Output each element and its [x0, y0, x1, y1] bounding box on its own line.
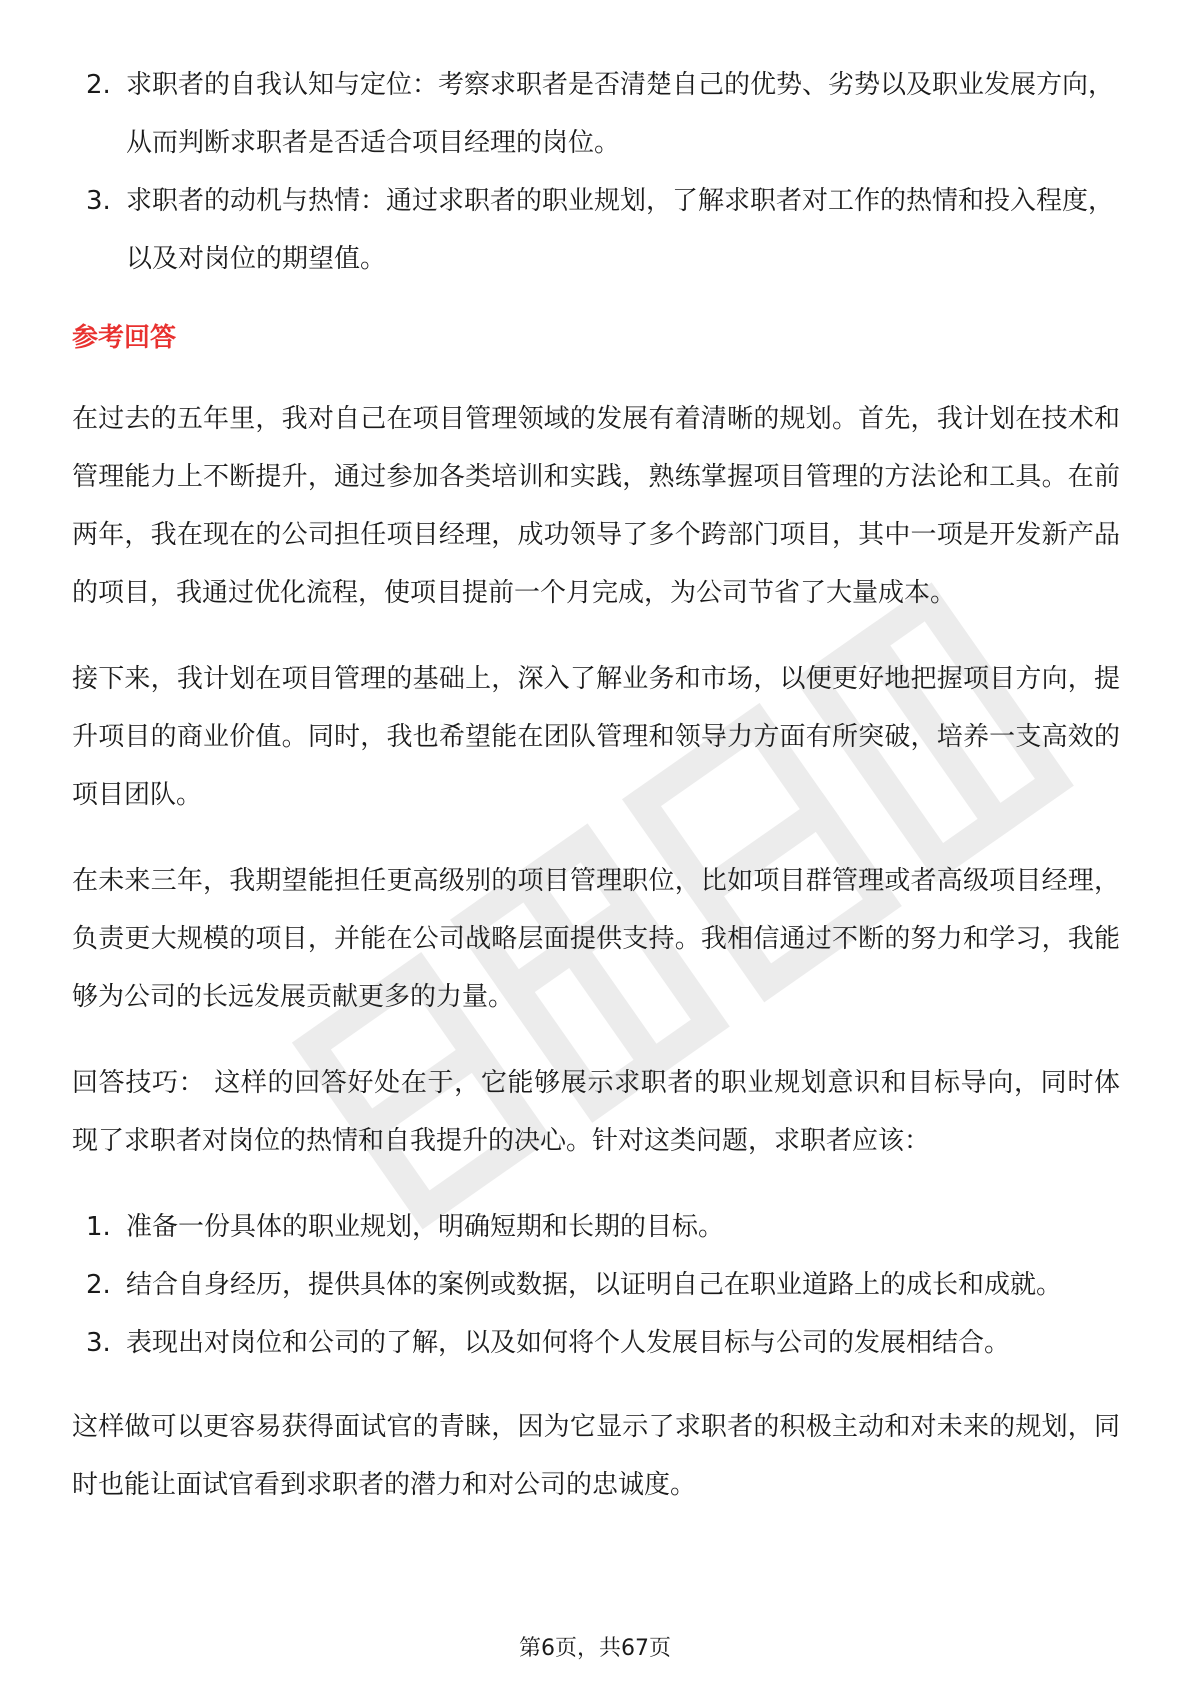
document-page — [72, 56, 1120, 1542]
section-heading: 参考回答 — [72, 323, 177, 353]
list-item — [72, 1256, 1120, 1314]
tips-list — [72, 1198, 1120, 1372]
list-item — [72, 1198, 1120, 1256]
intro-list — [72, 56, 1120, 288]
list-number: 2. — [86, 1270, 111, 1300]
list-text: 结合自身经历，提供具体的案例或数据，以证明自己在职业道路上的成长和成就。 — [126, 1270, 1063, 1300]
list-number: 1. — [86, 1212, 111, 1242]
closing-paragraph: 这样做可以更容易获得面试官的青睐，因为它显示了求职者的积极主动和对未来的规划，同时也能让面试官看到求职者的潜力和对公司的忠诚度。 — [72, 1412, 1120, 1500]
answer-paragraph: 在未来三年，我期望能担任更高级别的项目管理职位，比如项目群管理或者高级项目经理，负责更大规模的项目，并能在公司战略层面提供支持。我相信通过不断的努力和学习，我能够为公司的长远发展贡献更多的力量。 — [72, 866, 1120, 1012]
tips-intro: 回答技巧： 这样的回答好处在于，它能够展示求职者的职业规划意识和目标导向，同时体现了求职者对岗位的热情和自我提升的决心。针对这类问题，求职者应该： — [72, 1068, 1120, 1156]
answer-paragraph: 在过去的五年里，我对自己在项目管理领域的发展有着清晰的规划。首先，我计划在技术和管理能力上不断提升，通过参加各类培训和实践，熟练掌握项目管理的方法论和工具。在前两年，我在现在的公司担任项目经理，成功领导了多个跨部门项目，其中一项是开发新产品的项目，我通过优化流程，使项目提前一个月完成，为公司节省了大量成本。 — [72, 404, 1120, 608]
list-number: 2. — [86, 70, 111, 100]
list-text: 准备一份具体的职业规划，明确短期和长期的目标。 — [126, 1212, 725, 1242]
list-item — [72, 1314, 1120, 1372]
list-text: 求职者的动机与热情：通过求职者的职业规划，了解求职者对工作的热情和投入程度，以及对岗位的期望值。 — [126, 186, 1115, 274]
answer-paragraph: 接下来，我计划在项目管理的基础上，深入了解业务和市场，以便更好地把握项目方向，提升项目的商业价值。同时，我也希望能在团队管理和领导力方面有所突破，培养一支高效的项目团队。 — [72, 664, 1120, 810]
list-text: 求职者的自我认知与定位：考察求职者是否清楚自己的优势、劣势以及职业发展方向，从而判断求职者是否适合项目经理的岗位。 — [126, 70, 1115, 158]
list-number: 3. — [86, 186, 111, 216]
page-number-footer: 第6页，共67页 — [519, 1636, 671, 1661]
list-number: 3. — [86, 1328, 111, 1358]
list-text: 表现出对岗位和公司的了解，以及如何将个人发展目标与公司的发展相结合。 — [126, 1328, 1011, 1358]
list-item — [72, 172, 1120, 288]
list-item — [72, 56, 1120, 172]
